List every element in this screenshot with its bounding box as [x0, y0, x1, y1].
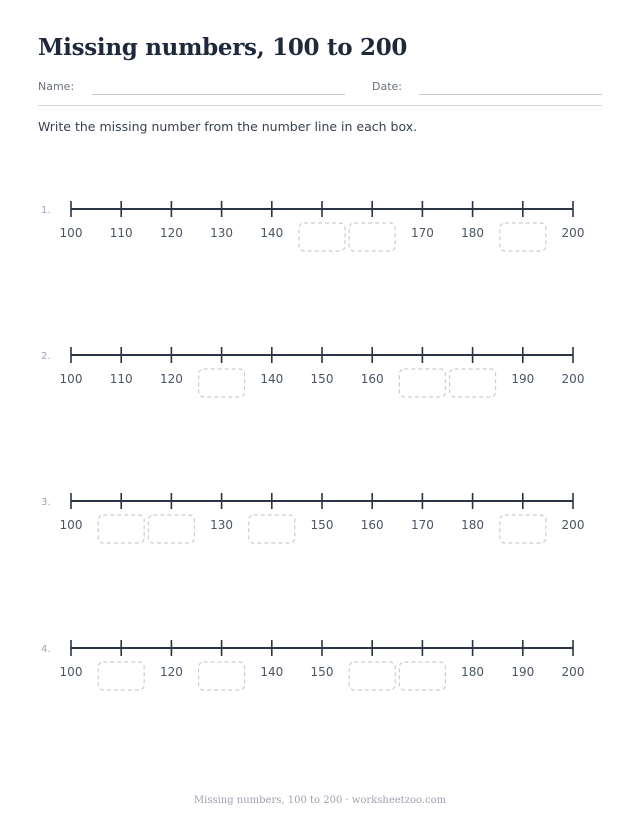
tick-label: 200	[561, 226, 585, 240]
tick-label: 130	[210, 226, 234, 240]
tick-label: 120	[159, 372, 183, 386]
number-line-3	[36, 482, 606, 552]
tick-label: 160	[360, 518, 384, 532]
tick-label: 100	[59, 226, 83, 240]
answer-box[interactable]	[450, 369, 496, 397]
answer-box[interactable]	[299, 223, 345, 251]
answer-box[interactable]	[399, 662, 445, 690]
answer-box[interactable]	[98, 662, 144, 690]
tick-label: 200	[561, 372, 585, 386]
answer-box[interactable]	[349, 223, 395, 251]
tick-label: 110	[109, 372, 133, 386]
answer-box[interactable]	[399, 369, 445, 397]
problem-number: 2.	[41, 351, 51, 362]
tick-label: 150	[310, 665, 334, 679]
tick-label: 150	[310, 372, 334, 386]
tick-label: 100	[59, 665, 83, 679]
tick-label: 180	[461, 226, 485, 240]
tick-label: 140	[260, 665, 284, 679]
tick-label: 110	[109, 226, 133, 240]
number-line-4	[36, 629, 606, 699]
tick-label: 120	[159, 226, 183, 240]
tick-label: 160	[360, 372, 384, 386]
tick-label: 170	[410, 518, 434, 532]
answer-box[interactable]	[500, 223, 546, 251]
tick-label: 140	[260, 372, 284, 386]
answer-box[interactable]	[500, 515, 546, 543]
answer-box[interactable]	[199, 369, 245, 397]
tick-label: 200	[561, 518, 585, 532]
worksheet-title: Missing numbers, 100 to 200	[38, 34, 408, 61]
footer: Missing numbers, 100 to 200 · worksheetzoo.com	[193, 795, 447, 806]
instructions: Write the missing number from the number line in each box.	[38, 119, 418, 134]
name-label: Name:	[38, 80, 75, 93]
answer-box[interactable]	[249, 515, 295, 543]
tick-label: 170	[410, 226, 434, 240]
tick-label: 190	[511, 665, 535, 679]
answer-box[interactable]	[98, 515, 144, 543]
header-divider	[38, 105, 602, 106]
tick-label: 100	[59, 518, 83, 532]
date-label: Date:	[372, 80, 402, 93]
tick-label: 190	[511, 372, 535, 386]
name-field[interactable]	[92, 94, 345, 95]
tick-label: 150	[310, 518, 334, 532]
answer-box[interactable]	[199, 662, 245, 690]
number-line-1	[36, 190, 606, 260]
answer-box[interactable]	[148, 515, 194, 543]
problem-number: 1.	[41, 205, 51, 216]
tick-label: 180	[461, 665, 485, 679]
tick-label: 180	[461, 518, 485, 532]
problem-number: 4.	[41, 644, 51, 655]
tick-label: 100	[59, 372, 83, 386]
tick-label: 140	[260, 226, 284, 240]
answer-box[interactable]	[349, 662, 395, 690]
date-field[interactable]	[419, 94, 602, 95]
tick-label: 200	[561, 665, 585, 679]
tick-label: 130	[210, 518, 234, 532]
tick-label: 120	[159, 665, 183, 679]
number-line-2	[36, 336, 606, 406]
problem-number: 3.	[41, 497, 51, 508]
